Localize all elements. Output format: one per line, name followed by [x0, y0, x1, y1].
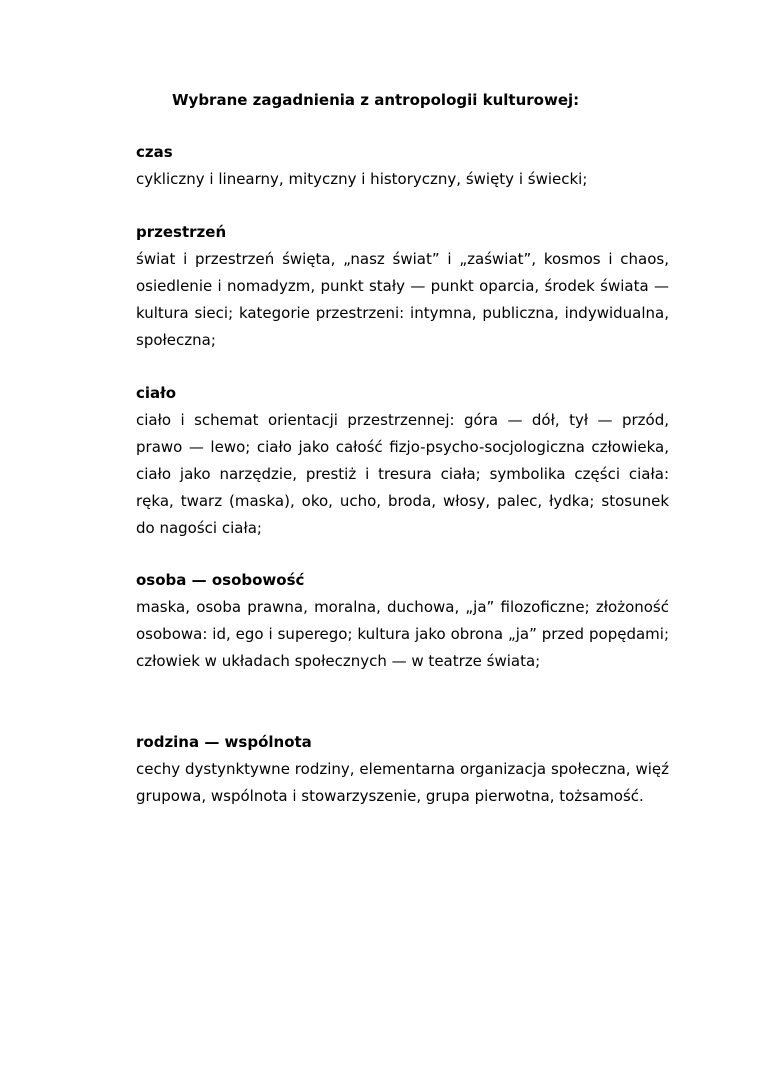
section-heading: osoba — osobowość [136, 571, 305, 589]
section-body: cechy dystynktywne rodziny, elementarna organizacja społeczna, więź grupowa, wspólnota i stowarzyszenie, grupa pierwotna, tożsamość. [136, 760, 669, 805]
section-body: maska, osoba prawna, moralna, duchowa, „ja” filozoficzne; złożoność osobowa: id, ego i superego; kultura jako obrona „ja” przed popędami; człowiek w układach społecznych — w teatrze świata; [136, 598, 669, 670]
section-heading: czas [136, 143, 173, 161]
section-osoba-osobowosc [136, 567, 669, 675]
section-rodzina-wspolnota [136, 729, 669, 810]
document-title: Wybrane zagadnienia z antropologii kulturowej: [172, 91, 580, 109]
section-heading: przestrzeń [136, 223, 227, 241]
section-przestrzen [136, 219, 669, 354]
section-body: cykliczny i linearny, mityczny i historyczny, święty i świecki; [136, 170, 588, 188]
section-heading: ciało [136, 384, 177, 402]
section-body: ciało i schemat orientacji przestrzennej: góra — dół, tył — przód, prawo — lewo; ciało jako całość fizjo-psycho-socjologiczna człowieka, ciało jako narzędzie, prestiż i tresura ciała; symbolika części ciała: ręka, twarz (maska), oko, ucho, broda, włosy, palec, łydka; stosunek do nagości ciała; [136, 411, 669, 537]
section-czas [136, 139, 669, 193]
section-heading: rodzina — wspólnota [136, 733, 312, 751]
section-body: świat i przestrzeń święta, „nasz świat” i „zaświat”, kosmos i chaos, osiedlenie i nomadyzm, punkt stały — punkt oparcia, środek świata — kultura sieci; kategorie przestrzeni: intymna, publiczna, indywidualna, społeczna; [136, 250, 669, 349]
section-cialo [136, 380, 669, 542]
